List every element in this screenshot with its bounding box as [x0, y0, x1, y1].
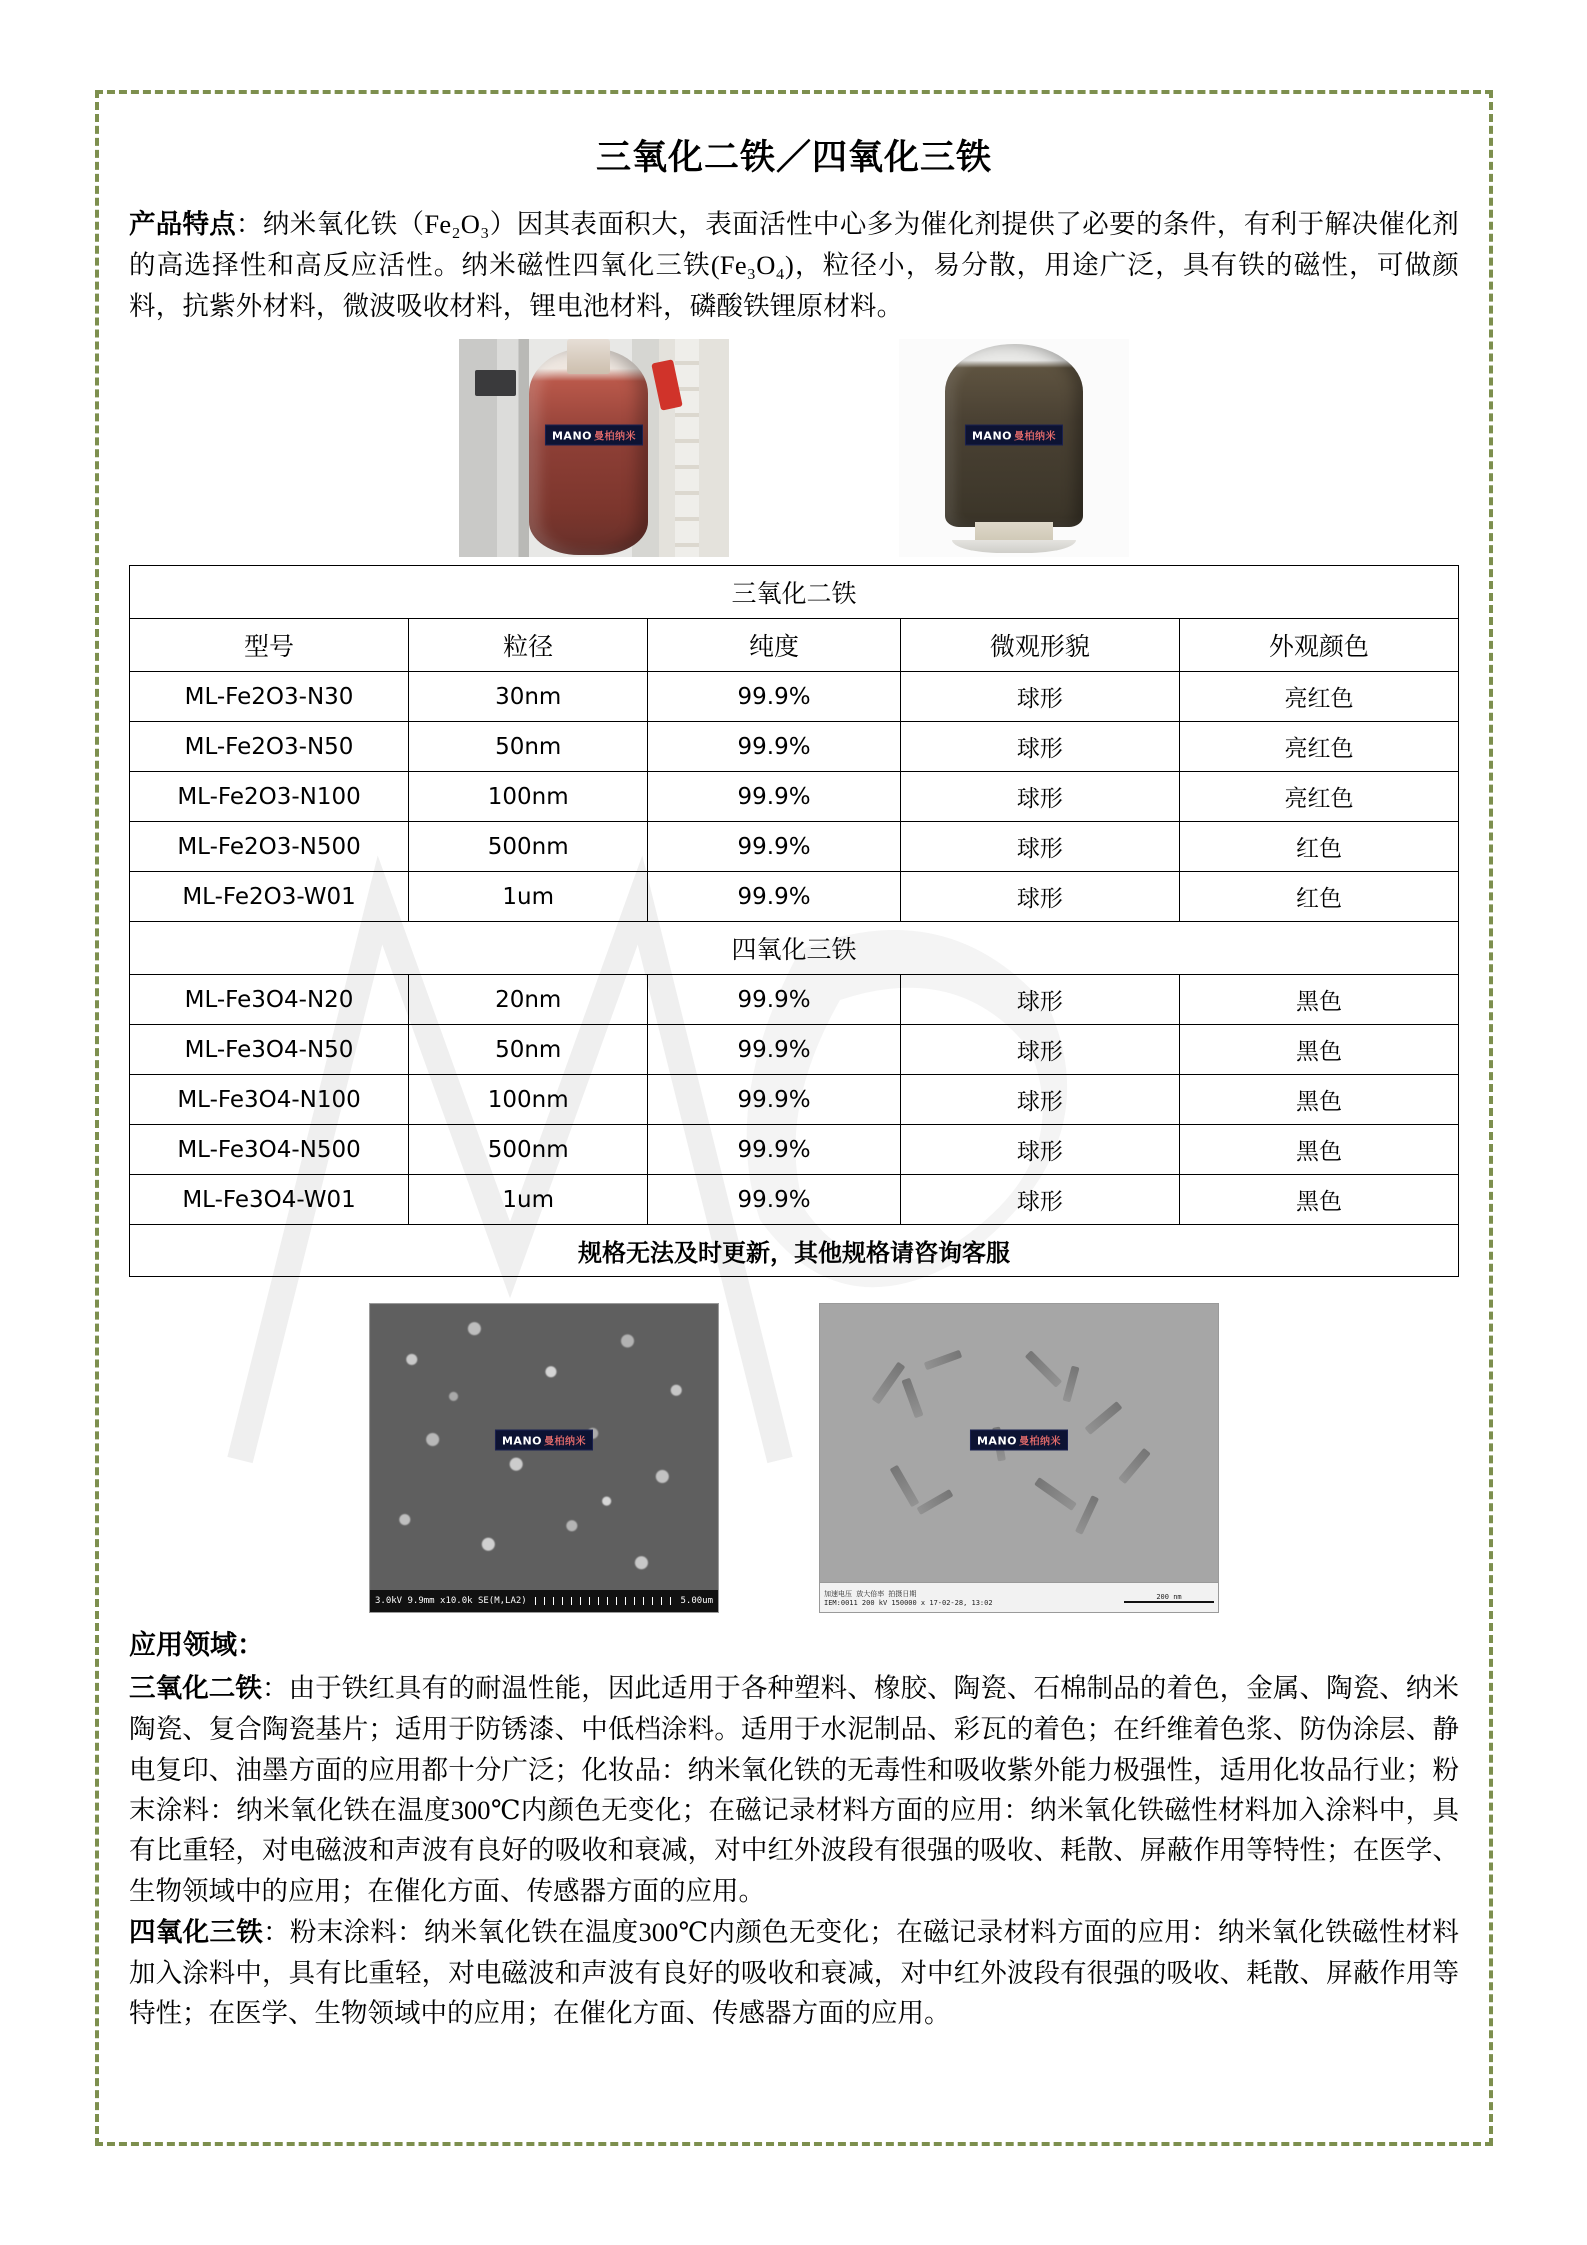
lab-rule-strip [675, 339, 699, 557]
tem-scale-line [1124, 1601, 1214, 1603]
sem-caption-right: 5.00um [680, 1596, 713, 1607]
product-features-text: ：纳米氧化铁（Fe₂O₃）因其表面积大，表面活性中心多为催化剂提供了必要的条件，有利于解决催化剂的高选择性和高反应活性。纳米磁性四氧化三铁(Fe₃O₄)，粒径小，易分散，用途广泛，具有铁的磁性，可做颜料，抗紫外材料，微波吸收材料，锂电池材料，磷酸铁锂原材料。 [129, 209, 1459, 322]
cell-morphology: 球形 [900, 1125, 1179, 1175]
table-row [130, 672, 1459, 722]
jar-foot [975, 522, 1053, 542]
sem-caption-left: 3.0kV 9.9mm x10.0k SE(M,LA2) [375, 1596, 527, 1607]
sem-image [369, 1303, 719, 1613]
lab-equipment-block [475, 370, 516, 396]
application-fe3o4 [129, 1912, 1459, 2034]
table-row [130, 772, 1459, 822]
tem-scale-label: 200 nm [1156, 1592, 1182, 1601]
col-header-color: 外观颜色 [1179, 619, 1458, 672]
cell-color: 红色 [1179, 872, 1458, 922]
table-section-header-row [130, 922, 1459, 975]
cell-morphology: 球形 [900, 975, 1179, 1025]
cell-model: ML-Fe2O3-W01 [130, 872, 409, 922]
cell-color: 黑色 [1179, 1025, 1458, 1075]
product-photo-row [129, 339, 1459, 557]
tem-caption-header: 加速电压 放大倍率 拍摄日期 [824, 1589, 917, 1598]
cell-color: 黑色 [1179, 1175, 1458, 1225]
table-row [130, 1025, 1459, 1075]
photo-fe3o4-powder [899, 339, 1129, 557]
cell-morphology: 球形 [900, 872, 1179, 922]
red-liquid-flask [529, 348, 648, 555]
cell-morphology: 球形 [900, 722, 1179, 772]
cell-size: 100nm [409, 772, 648, 822]
table-row [130, 822, 1459, 872]
table-column-header-row [130, 619, 1459, 672]
cell-purity: 99.9% [648, 975, 901, 1025]
sem-scale-ticks [535, 1597, 673, 1605]
tem-image [819, 1303, 1219, 1613]
cell-size: 500nm [409, 822, 648, 872]
product-features-label: 产品特点 [129, 209, 236, 240]
cell-size: 1um [409, 872, 648, 922]
cell-color: 亮红色 [1179, 722, 1458, 772]
cell-purity: 99.9% [648, 1125, 901, 1175]
cell-purity: 99.9% [648, 1175, 901, 1225]
cell-model: ML-Fe3O4-N20 [130, 975, 409, 1025]
cell-morphology: 球形 [900, 1025, 1179, 1075]
cell-color: 亮红色 [1179, 672, 1458, 722]
cell-model: ML-Fe2O3-N100 [130, 772, 409, 822]
application-fe2o3-text: ：由于铁红具有的耐温性能，因此适用于各种塑料、橡胶、陶瓷、石棉制品的着色，金属、陶瓷、纳米陶瓷、复合陶瓷基片；适用于防锈漆、中低档涂料。适用于水泥制品、彩瓦的着色；在纤维着色浆、防伪涂层、静电复印、油墨方面的应用都十分广泛；化妆品：纳米氧化铁的无毒性和吸收紫外能力极强性，适用化妆品行业；粉末涂料：纳米氧化铁在温度300℃内颜色无变化；在磁记录材料方面的应用：纳米氧化铁磁性材料加入涂料中，具有比重轻，对电磁波和声波有良好的吸收和衰减，对中红外波段有很强的吸收、耗散、屏蔽作用等特性；在医学、生物领域中的应用；在催化方面、传感器方面的应用。 [129, 1673, 1460, 1906]
col-header-morphology: 微观形貌 [900, 619, 1179, 672]
sem-caption-bar [370, 1590, 718, 1612]
application-fe2o3 [129, 1668, 1459, 1911]
section-title-fe2o3: 三氧化二铁 [130, 566, 1459, 619]
cell-morphology: 球形 [900, 1175, 1179, 1225]
cell-model: ML-Fe2O3-N50 [130, 722, 409, 772]
cell-morphology: 球形 [900, 672, 1179, 722]
cell-model: ML-Fe3O4-N500 [130, 1125, 409, 1175]
table-row [130, 1075, 1459, 1125]
tem-caption-bar [820, 1582, 1218, 1612]
table-section-header-row [130, 566, 1459, 619]
photo-watermark-label: MANO 曼柏纳米 [545, 425, 643, 446]
table-row [130, 872, 1459, 922]
sem-particles [370, 1304, 718, 1612]
cell-model: ML-Fe2O3-N30 [130, 672, 409, 722]
tem-caption-values: IEM:0011 200 kV 150000 x 17-02-28, 13:02 [824, 1598, 993, 1607]
tem-scale-bar [1124, 1593, 1214, 1603]
tem-watermark-label: MANO 曼柏纳米 [970, 1429, 1068, 1450]
cell-model: ML-Fe3O4-N50 [130, 1025, 409, 1075]
table-row [130, 1125, 1459, 1175]
application-fe3o4-text: ：粉末涂料：纳米氧化铁在温度300℃内颜色无变化；在磁记录材料方面的应用：纳米氧化铁磁性材料加入涂料中，具有比重轻，对电磁波和声波有良好的吸收和衰减，对中红外波段有很强的吸收、耗散、屏蔽作用等特性；在医学、生物领域中的应用；在催化方面、传感器方面的应用。 [129, 1916, 1459, 2029]
cell-size: 50nm [409, 1025, 648, 1075]
cell-purity: 99.9% [648, 822, 901, 872]
cell-model: ML-Fe3O4-W01 [130, 1175, 409, 1225]
table-row [130, 722, 1459, 772]
cell-color: 黑色 [1179, 1125, 1458, 1175]
cell-purity: 99.9% [648, 1075, 901, 1125]
cell-morphology: 球形 [900, 772, 1179, 822]
specification-table [129, 565, 1459, 1277]
photo-watermark-label: MANO 曼柏纳米 [965, 425, 1063, 446]
cell-color: 黑色 [1179, 975, 1458, 1025]
cell-model: ML-Fe3O4-N100 [130, 1075, 409, 1125]
cell-purity: 99.9% [648, 772, 901, 822]
table-footer-row [130, 1225, 1459, 1277]
flask-neck [567, 339, 610, 374]
col-header-purity: 纯度 [648, 619, 901, 672]
cell-size: 100nm [409, 1075, 648, 1125]
sem-watermark-label: MANO 曼柏纳米 [495, 1429, 593, 1450]
application-fe2o3-label: 三氧化二铁 [129, 1673, 263, 1705]
cell-color: 黑色 [1179, 1075, 1458, 1125]
document-body [95, 90, 1493, 2146]
cell-size: 30nm [409, 672, 648, 722]
application-fe3o4-label: 四氧化三铁 [129, 1916, 264, 1948]
section-title-fe3o4: 四氧化三铁 [130, 922, 1459, 975]
micrograph-row [129, 1303, 1459, 1613]
tem-background [820, 1304, 1218, 1612]
cell-size: 1um [409, 1175, 648, 1225]
cell-purity: 99.9% [648, 672, 901, 722]
cell-purity: 99.9% [648, 722, 901, 772]
cell-size: 50nm [409, 722, 648, 772]
cell-color: 红色 [1179, 822, 1458, 872]
table-row [130, 975, 1459, 1025]
col-header-model: 型号 [130, 619, 409, 672]
cell-purity: 99.9% [648, 872, 901, 922]
cell-morphology: 球形 [900, 1075, 1179, 1125]
applications-heading: 应用领域： [129, 1630, 264, 1662]
cell-morphology: 球形 [900, 822, 1179, 872]
table-row [130, 1175, 1459, 1225]
cell-size: 500nm [409, 1125, 648, 1175]
product-features-paragraph [129, 204, 1459, 327]
cell-purity: 99.9% [648, 1025, 901, 1075]
photo-fe2o3-dispersion [459, 339, 729, 557]
col-header-size: 粒径 [409, 619, 648, 672]
cell-color: 亮红色 [1179, 772, 1458, 822]
page-title: 三氧化二铁／四氧化三铁 [595, 138, 992, 178]
cell-model: ML-Fe2O3-N500 [130, 822, 409, 872]
table-footer-note: 规格无法及时更新，其他规格请咨询客服 [130, 1225, 1459, 1277]
cell-size: 20nm [409, 975, 648, 1025]
